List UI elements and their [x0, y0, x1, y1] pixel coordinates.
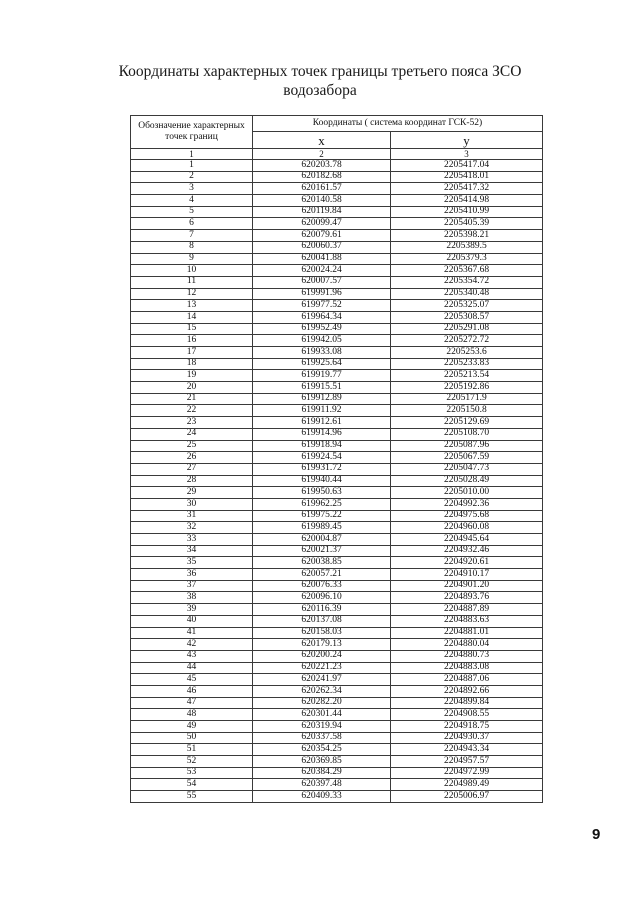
point-number-cell: 27 [131, 463, 253, 475]
table-row [131, 592, 543, 604]
y-coordinate-cell: 2204920.61 [391, 557, 543, 569]
x-coordinate-cell: 620262.34 [253, 685, 391, 697]
title-line-2: водозабора [283, 82, 357, 99]
y-coordinate-cell: 2204975.68 [391, 510, 543, 522]
header-col-num-2: 2 [253, 149, 391, 160]
point-number-cell: 50 [131, 732, 253, 744]
x-coordinate-cell: 620079.61 [253, 230, 391, 242]
point-number-cell: 46 [131, 685, 253, 697]
x-coordinate-cell: 620409.33 [253, 791, 391, 803]
y-coordinate-cell: 2204972.99 [391, 767, 543, 779]
point-number-cell: 17 [131, 347, 253, 359]
point-number-cell: 9 [131, 253, 253, 265]
point-number-cell: 5 [131, 206, 253, 218]
table-row [131, 744, 543, 756]
table-row [131, 767, 543, 779]
point-number-cell: 45 [131, 674, 253, 686]
table-row [131, 347, 543, 359]
table-row [131, 627, 543, 639]
x-coordinate-cell: 619912.89 [253, 393, 391, 405]
y-coordinate-cell: 2205272.72 [391, 335, 543, 347]
x-coordinate-cell: 619933.08 [253, 347, 391, 359]
point-number-cell: 52 [131, 756, 253, 768]
table-row [131, 662, 543, 674]
x-coordinate-cell: 620241.97 [253, 674, 391, 686]
header-y: у [391, 132, 543, 149]
y-coordinate-cell: 2205417.32 [391, 183, 543, 195]
point-number-cell: 13 [131, 300, 253, 312]
point-number-cell: 40 [131, 615, 253, 627]
x-coordinate-cell: 620221.23 [253, 662, 391, 674]
y-coordinate-cell: 2205325.07 [391, 300, 543, 312]
point-number-cell: 22 [131, 405, 253, 417]
point-number-cell: 48 [131, 709, 253, 721]
point-number-cell: 21 [131, 393, 253, 405]
y-coordinate-cell: 2205006.97 [391, 791, 543, 803]
table-row [131, 697, 543, 709]
x-coordinate-cell: 619924.54 [253, 452, 391, 464]
y-coordinate-cell: 2205398.21 [391, 230, 543, 242]
y-coordinate-cell: 2204930.37 [391, 732, 543, 744]
x-coordinate-cell: 619915.51 [253, 382, 391, 394]
y-coordinate-cell: 2204887.06 [391, 674, 543, 686]
point-number-cell: 35 [131, 557, 253, 569]
document-title [100, 62, 540, 100]
table-row [131, 265, 543, 277]
table-row [131, 311, 543, 323]
point-number-cell: 38 [131, 592, 253, 604]
point-number-cell: 33 [131, 534, 253, 546]
y-coordinate-cell: 2205308.57 [391, 311, 543, 323]
point-number-cell: 15 [131, 323, 253, 335]
table-row [131, 218, 543, 230]
point-number-cell: 16 [131, 335, 253, 347]
point-number-cell: 8 [131, 241, 253, 253]
point-number-cell: 31 [131, 510, 253, 522]
x-coordinate-cell: 619964.34 [253, 311, 391, 323]
y-coordinate-cell: 2205417.04 [391, 160, 543, 172]
point-number-cell: 10 [131, 265, 253, 277]
x-coordinate-cell: 620076.33 [253, 580, 391, 592]
x-coordinate-cell: 620161.57 [253, 183, 391, 195]
point-number-cell: 26 [131, 452, 253, 464]
table-row [131, 534, 543, 546]
point-number-cell: 3 [131, 183, 253, 195]
x-coordinate-cell: 619912.61 [253, 417, 391, 429]
point-number-cell: 32 [131, 522, 253, 534]
table-row [131, 370, 543, 382]
point-number-cell: 7 [131, 230, 253, 242]
table-row [131, 300, 543, 312]
x-coordinate-cell: 620024.24 [253, 265, 391, 277]
x-coordinate-cell: 620041.88 [253, 253, 391, 265]
y-coordinate-cell: 2205410.99 [391, 206, 543, 218]
y-coordinate-cell: 2204880.73 [391, 650, 543, 662]
y-coordinate-cell: 2204960.08 [391, 522, 543, 534]
y-coordinate-cell: 2205108.70 [391, 428, 543, 440]
table-row [131, 756, 543, 768]
point-number-cell: 2 [131, 171, 253, 183]
y-coordinate-cell: 2205291.08 [391, 323, 543, 335]
y-coordinate-cell: 2204893.76 [391, 592, 543, 604]
y-coordinate-cell: 2204881.01 [391, 627, 543, 639]
table-row [131, 276, 543, 288]
x-coordinate-cell: 619940.44 [253, 475, 391, 487]
point-number-cell: 20 [131, 382, 253, 394]
point-number-cell: 53 [131, 767, 253, 779]
table-row [131, 323, 543, 335]
coordinates-table [130, 115, 543, 803]
x-coordinate-cell: 619952.49 [253, 323, 391, 335]
y-coordinate-cell: 2204887.89 [391, 604, 543, 616]
page-number: 9 [592, 826, 601, 843]
y-coordinate-cell: 2204918.75 [391, 721, 543, 733]
table-row [131, 195, 543, 207]
x-coordinate-cell: 619919.77 [253, 370, 391, 382]
x-coordinate-cell: 620319.94 [253, 721, 391, 733]
table-row [131, 241, 543, 253]
table-row [131, 171, 543, 183]
y-coordinate-cell: 2204957.57 [391, 756, 543, 768]
x-coordinate-cell: 620004.87 [253, 534, 391, 546]
y-coordinate-cell: 2205367.68 [391, 265, 543, 277]
point-number-cell: 19 [131, 370, 253, 382]
x-coordinate-cell: 619989.45 [253, 522, 391, 534]
table-row [131, 428, 543, 440]
point-number-cell: 14 [131, 311, 253, 323]
point-number-cell: 29 [131, 487, 253, 499]
point-number-cell: 18 [131, 358, 253, 370]
table-row [131, 452, 543, 464]
y-coordinate-cell: 2204989.49 [391, 779, 543, 791]
table-row [131, 721, 543, 733]
table-row [131, 569, 543, 581]
x-coordinate-cell: 619911.92 [253, 405, 391, 417]
x-coordinate-cell: 619962.25 [253, 498, 391, 510]
y-coordinate-cell: 2205047.73 [391, 463, 543, 475]
x-coordinate-cell: 620337.58 [253, 732, 391, 744]
table-row [131, 650, 543, 662]
table-row [131, 685, 543, 697]
point-number-cell: 12 [131, 288, 253, 300]
y-coordinate-cell: 2204910.17 [391, 569, 543, 581]
table-row [131, 522, 543, 534]
table-row [131, 463, 543, 475]
y-coordinate-cell: 2204883.08 [391, 662, 543, 674]
x-coordinate-cell: 619931.72 [253, 463, 391, 475]
x-coordinate-cell: 620137.08 [253, 615, 391, 627]
y-coordinate-cell: 2204892.66 [391, 685, 543, 697]
table-row [131, 732, 543, 744]
x-coordinate-cell: 620021.37 [253, 545, 391, 557]
table-row [131, 417, 543, 429]
y-coordinate-cell: 2204899.84 [391, 697, 543, 709]
x-coordinate-cell: 620038.85 [253, 557, 391, 569]
x-coordinate-cell: 619950.63 [253, 487, 391, 499]
x-coordinate-cell: 620354.25 [253, 744, 391, 756]
table-row [131, 604, 543, 616]
table-row [131, 510, 543, 522]
header-col-num-1: 1 [131, 149, 253, 160]
table-row [131, 487, 543, 499]
point-number-cell: 36 [131, 569, 253, 581]
x-coordinate-cell: 620203.78 [253, 160, 391, 172]
y-coordinate-cell: 2205129.69 [391, 417, 543, 429]
y-coordinate-cell: 2204945.64 [391, 534, 543, 546]
x-coordinate-cell: 620096.10 [253, 592, 391, 604]
point-number-cell: 44 [131, 662, 253, 674]
table-row [131, 206, 543, 218]
table-row [131, 709, 543, 721]
table-row [131, 382, 543, 394]
table-row [131, 405, 543, 417]
point-number-cell: 47 [131, 697, 253, 709]
y-coordinate-cell: 2205067.59 [391, 452, 543, 464]
point-number-cell: 23 [131, 417, 253, 429]
point-number-cell: 43 [131, 650, 253, 662]
x-coordinate-cell: 620397.48 [253, 779, 391, 791]
point-number-cell: 51 [131, 744, 253, 756]
table-row [131, 253, 543, 265]
point-number-cell: 1 [131, 160, 253, 172]
point-number-cell: 28 [131, 475, 253, 487]
x-coordinate-cell: 619991.96 [253, 288, 391, 300]
table-row [131, 580, 543, 592]
header-col-num-3: 3 [391, 149, 543, 160]
table-row [131, 160, 543, 172]
y-coordinate-cell: 2205414.98 [391, 195, 543, 207]
point-number-cell: 41 [131, 627, 253, 639]
y-coordinate-cell: 2204932.46 [391, 545, 543, 557]
x-coordinate-cell: 620007.57 [253, 276, 391, 288]
y-coordinate-cell: 2204943.34 [391, 744, 543, 756]
point-number-cell: 39 [131, 604, 253, 616]
table-row [131, 358, 543, 370]
table-row [131, 230, 543, 242]
table-body [131, 160, 543, 803]
point-number-cell: 34 [131, 545, 253, 557]
x-coordinate-cell: 619942.05 [253, 335, 391, 347]
y-coordinate-cell: 2205233.83 [391, 358, 543, 370]
point-number-cell: 54 [131, 779, 253, 791]
y-coordinate-cell: 2205405.39 [391, 218, 543, 230]
x-coordinate-cell: 620099.47 [253, 218, 391, 230]
x-coordinate-cell: 620182.68 [253, 171, 391, 183]
table-row [131, 498, 543, 510]
table-row [131, 557, 543, 569]
x-coordinate-cell: 620119.84 [253, 206, 391, 218]
table-row [131, 639, 543, 651]
table-row [131, 615, 543, 627]
x-coordinate-cell: 620158.03 [253, 627, 391, 639]
x-coordinate-cell: 620179.13 [253, 639, 391, 651]
x-coordinate-cell: 620200.24 [253, 650, 391, 662]
y-coordinate-cell: 2205253.6 [391, 347, 543, 359]
table-row [131, 335, 543, 347]
point-number-cell: 49 [131, 721, 253, 733]
x-coordinate-cell: 619925.64 [253, 358, 391, 370]
y-coordinate-cell: 2204880.04 [391, 639, 543, 651]
x-coordinate-cell: 620060.37 [253, 241, 391, 253]
y-coordinate-cell: 2205418.01 [391, 171, 543, 183]
table-row [131, 779, 543, 791]
table-row [131, 288, 543, 300]
y-coordinate-cell: 2204908.55 [391, 709, 543, 721]
y-coordinate-cell: 2205389.5 [391, 241, 543, 253]
x-coordinate-cell: 619975.22 [253, 510, 391, 522]
table-row [131, 393, 543, 405]
table-row [131, 674, 543, 686]
x-coordinate-cell: 620140.58 [253, 195, 391, 207]
point-number-cell: 55 [131, 791, 253, 803]
y-coordinate-cell: 2205028.49 [391, 475, 543, 487]
x-coordinate-cell: 620116.39 [253, 604, 391, 616]
y-coordinate-cell: 2204992.36 [391, 498, 543, 510]
point-number-cell: 37 [131, 580, 253, 592]
x-coordinate-cell: 620384.29 [253, 767, 391, 779]
y-coordinate-cell: 2205340.48 [391, 288, 543, 300]
y-coordinate-cell: 2204883.63 [391, 615, 543, 627]
x-coordinate-cell: 619977.52 [253, 300, 391, 312]
point-number-cell: 24 [131, 428, 253, 440]
title-line-1: Координаты характерных точек границы третьего пояса ЗСО [118, 63, 522, 80]
y-coordinate-cell: 2204901.20 [391, 580, 543, 592]
x-coordinate-cell: 620282.20 [253, 697, 391, 709]
header-point-label: Обозначение характерных точек границ [131, 116, 253, 149]
y-coordinate-cell: 2205213.54 [391, 370, 543, 382]
point-number-cell: 11 [131, 276, 253, 288]
table-row [131, 440, 543, 452]
header-coords-label: Координаты ( система координат ГСК-52) [253, 116, 543, 132]
point-number-cell: 4 [131, 195, 253, 207]
point-number-cell: 42 [131, 639, 253, 651]
header-x: х [253, 132, 391, 149]
table-row [131, 475, 543, 487]
point-number-cell: 25 [131, 440, 253, 452]
y-coordinate-cell: 2205150.8 [391, 405, 543, 417]
point-number-cell: 6 [131, 218, 253, 230]
y-coordinate-cell: 2205379.3 [391, 253, 543, 265]
y-coordinate-cell: 2205010.00 [391, 487, 543, 499]
x-coordinate-cell: 620057.21 [253, 569, 391, 581]
y-coordinate-cell: 2205192.86 [391, 382, 543, 394]
table-row [131, 183, 543, 195]
table-row [131, 791, 543, 803]
y-coordinate-cell: 2205354.72 [391, 276, 543, 288]
x-coordinate-cell: 620301.44 [253, 709, 391, 721]
y-coordinate-cell: 2205087.96 [391, 440, 543, 452]
table-row [131, 545, 543, 557]
y-coordinate-cell: 2205171.9 [391, 393, 543, 405]
x-coordinate-cell: 620369.85 [253, 756, 391, 768]
x-coordinate-cell: 619914.96 [253, 428, 391, 440]
point-number-cell: 30 [131, 498, 253, 510]
x-coordinate-cell: 619918.94 [253, 440, 391, 452]
